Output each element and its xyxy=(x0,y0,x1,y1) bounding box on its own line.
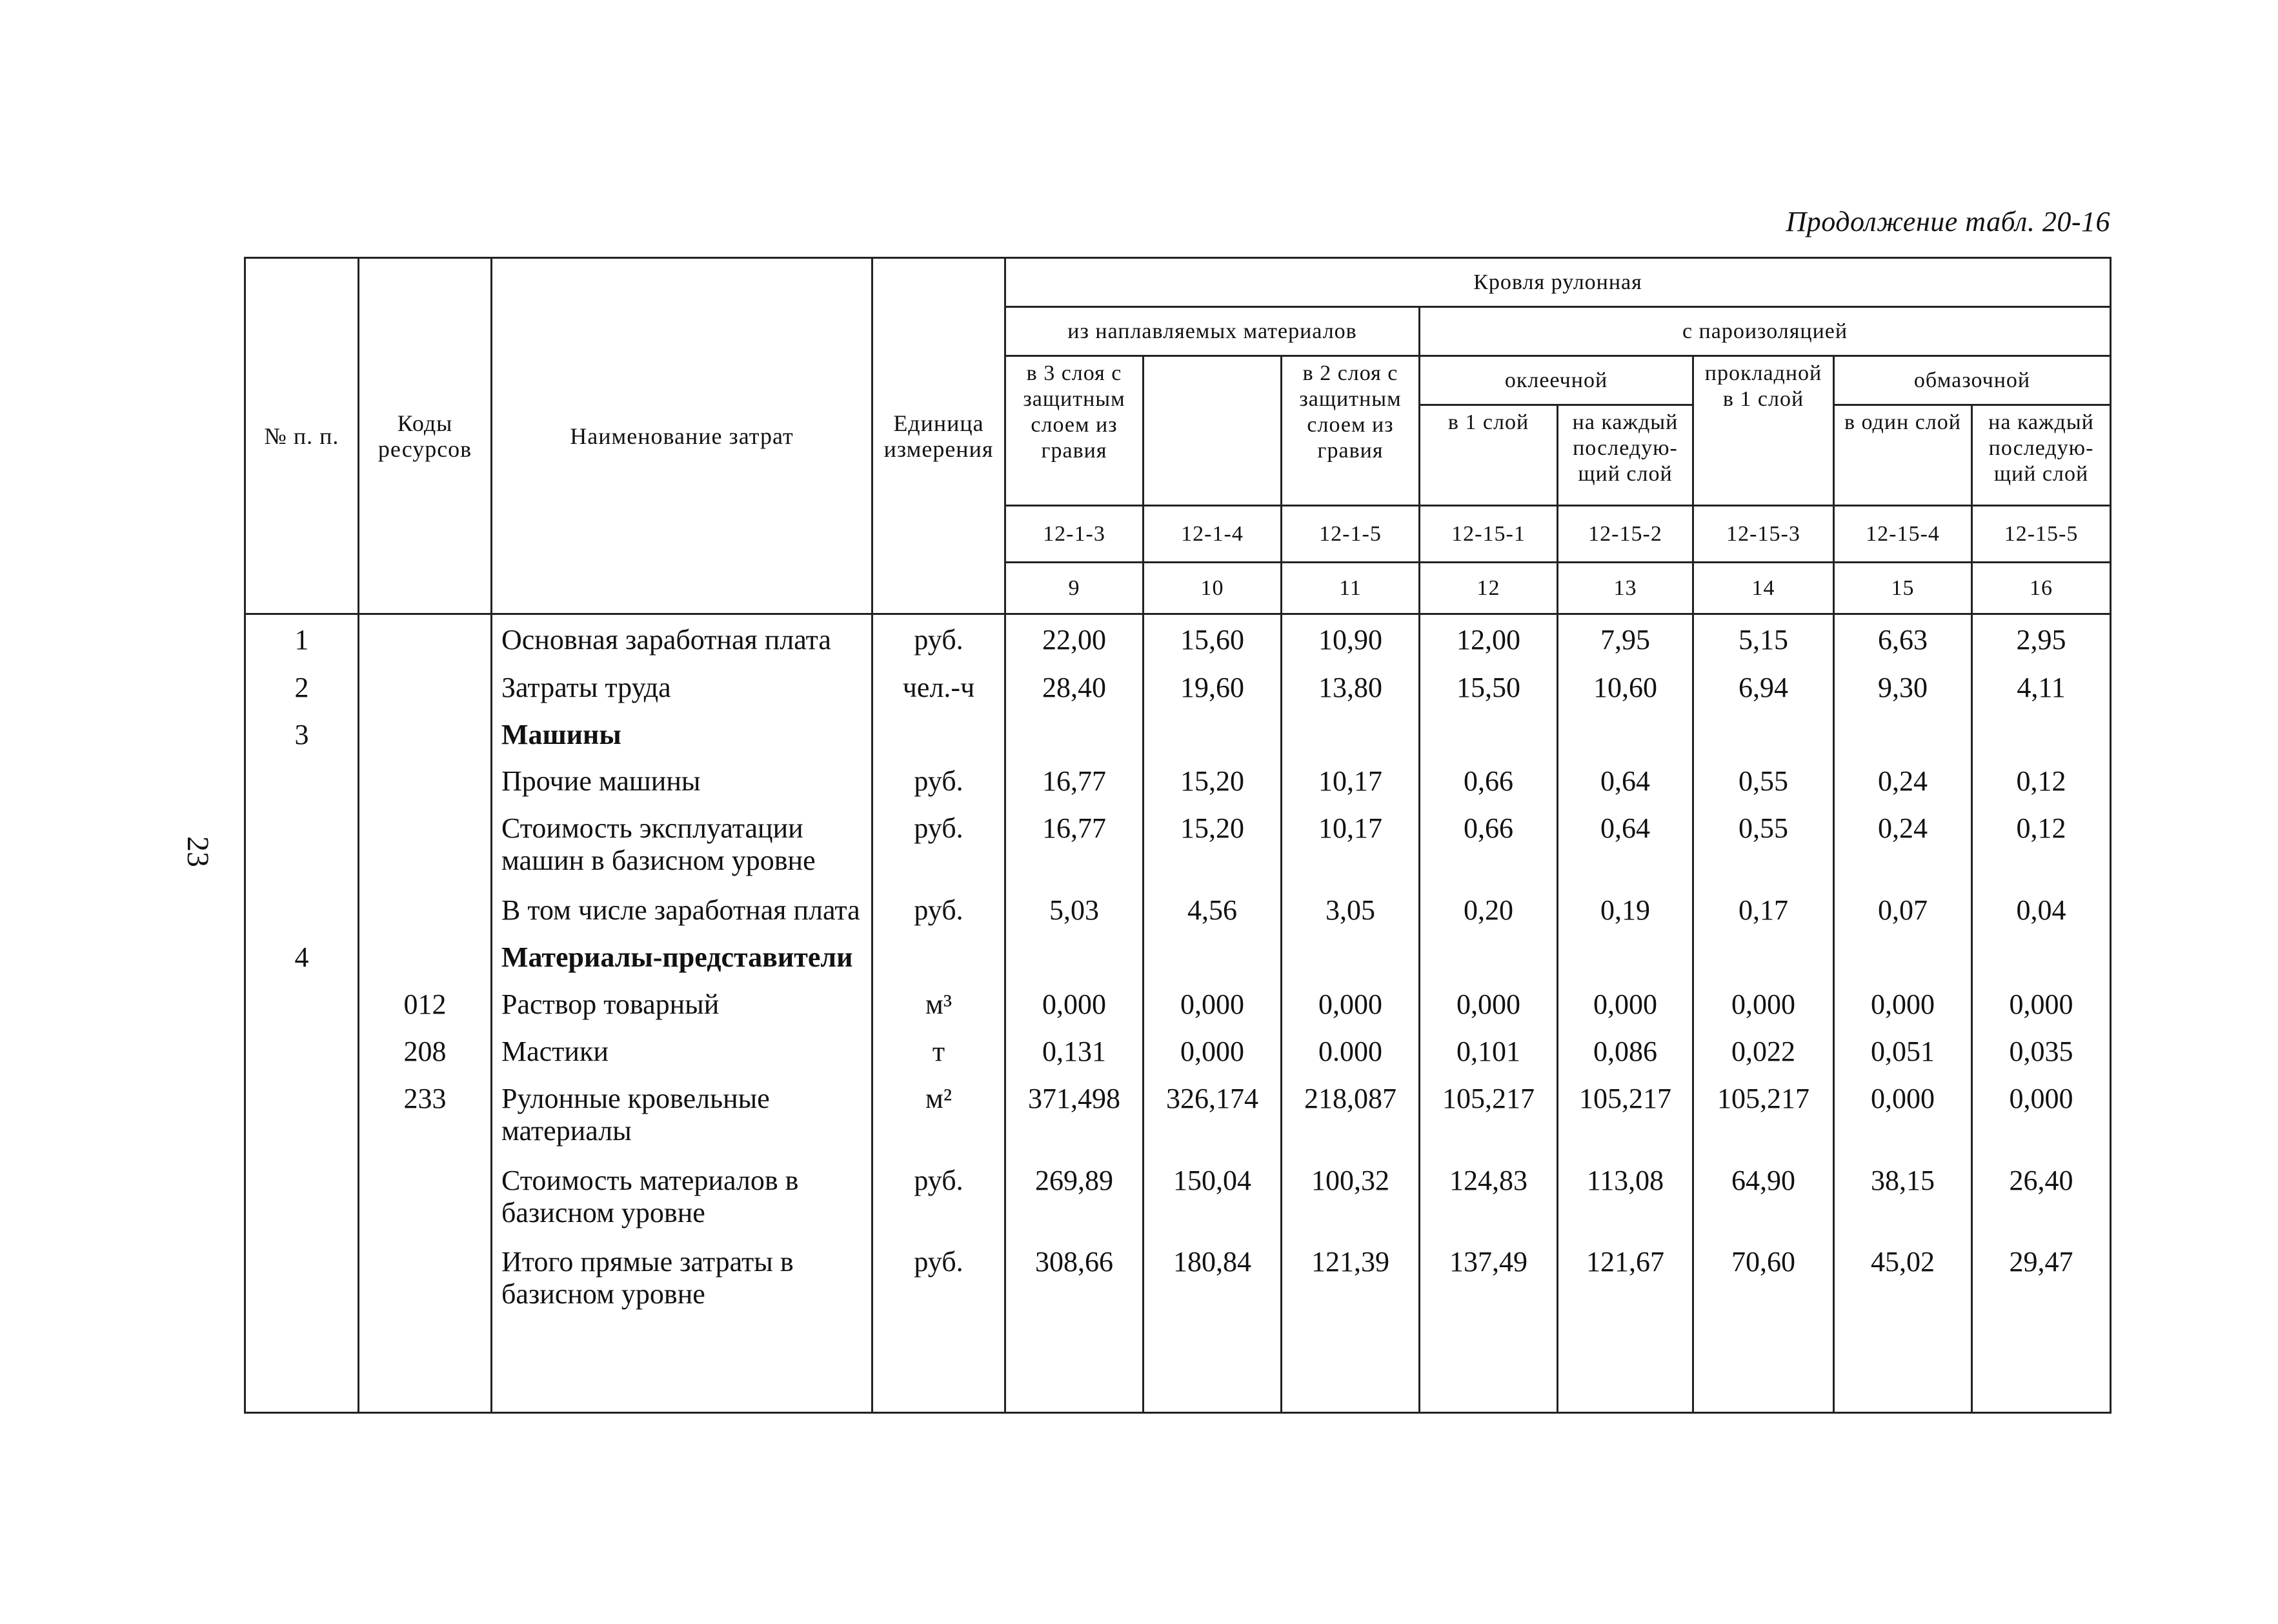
cost-name: Прочие машины xyxy=(492,760,872,807)
value-cell: 15,20 xyxy=(1144,807,1282,889)
unit xyxy=(872,714,1005,761)
table-continuation-caption: Продолжение табл. 20-16 xyxy=(1786,206,2110,237)
value-cell xyxy=(1282,936,1420,983)
resource-code: 012 xyxy=(359,983,492,1030)
header-sub-kazhdyi-1: на каждый последую-щий слой xyxy=(1558,405,1693,506)
value-cell: 0,66 xyxy=(1420,760,1558,807)
value-cell: 124,83 xyxy=(1420,1159,1558,1241)
value-cell: 0,55 xyxy=(1693,760,1834,807)
header-group-naplav: из наплавляемых материалов xyxy=(1005,307,1420,356)
row-number xyxy=(245,760,359,807)
header-sub-okleech: оклеечной xyxy=(1420,356,1693,405)
empty-cell xyxy=(1834,1323,1972,1413)
header-col-unit: Единица измерения xyxy=(872,258,1005,614)
header-code: 12-15-2 xyxy=(1558,506,1693,563)
value-cell xyxy=(1558,936,1693,983)
header-col-number: 9 xyxy=(1005,563,1144,614)
value-cell: 0,131 xyxy=(1005,1030,1144,1078)
value-cell: 13,80 xyxy=(1282,667,1420,714)
value-cell xyxy=(1420,936,1558,983)
resource-code xyxy=(359,714,492,761)
value-cell xyxy=(1558,714,1693,761)
header-code: 12-1-5 xyxy=(1282,506,1420,563)
unit: руб. xyxy=(872,807,1005,889)
value-cell: 0,000 xyxy=(1144,983,1282,1030)
unit: руб. xyxy=(872,1159,1005,1241)
resource-code xyxy=(359,807,492,889)
header-code: 12-15-4 xyxy=(1834,506,1972,563)
value-cell: 0,12 xyxy=(1972,807,2111,889)
empty-cell xyxy=(1420,1323,1558,1413)
row-number: 2 xyxy=(245,667,359,714)
value-cell: 3,05 xyxy=(1282,889,1420,936)
header-col-number: 10 xyxy=(1144,563,1282,614)
table-body xyxy=(245,614,2111,1413)
resource-code xyxy=(359,1159,492,1241)
cost-name: Затраты труда xyxy=(492,667,872,714)
value-cell: 105,217 xyxy=(1693,1078,1834,1159)
value-cell: 0,000 xyxy=(1972,983,2111,1030)
value-cell: 121,39 xyxy=(1282,1241,1420,1323)
header-col-no: № п. п. xyxy=(245,258,359,614)
header-code: 12-1-3 xyxy=(1005,506,1144,563)
page-number: 23 xyxy=(181,836,215,867)
cost-name: Основная заработная плата xyxy=(492,614,872,667)
value-cell: 28,40 xyxy=(1005,667,1144,714)
value-cell: 0,24 xyxy=(1834,760,1972,807)
value-cell: 5,03 xyxy=(1005,889,1144,936)
cost-name: Машины xyxy=(492,714,872,761)
header-sub-kazhdyi-2: на каждый последую-щий слой xyxy=(1972,405,2111,506)
value-cell: 0,051 xyxy=(1834,1030,1972,1078)
resource-code: 233 xyxy=(359,1078,492,1159)
unit: руб. xyxy=(872,889,1005,936)
header-sub-2sloya: в 2 слоя с защитным слоем из гравия xyxy=(1282,356,1420,506)
value-cell: 4,56 xyxy=(1144,889,1282,936)
row-number xyxy=(245,1241,359,1323)
table-row xyxy=(245,760,2111,807)
empty-cell xyxy=(872,1323,1005,1413)
value-cell: 0,19 xyxy=(1558,889,1693,936)
value-cell: 5,15 xyxy=(1693,614,1834,667)
header-group-paroiz: с пароизоляцией xyxy=(1420,307,2111,356)
value-cell: 12,00 xyxy=(1420,614,1558,667)
value-cell: 64,90 xyxy=(1693,1159,1834,1241)
value-cell: 0,66 xyxy=(1420,807,1558,889)
resource-code xyxy=(359,889,492,936)
header-code: 12-15-3 xyxy=(1693,506,1834,563)
table-filler-row xyxy=(245,1323,2111,1413)
header-group-krovlya: Кровля рулонная xyxy=(1005,258,2111,307)
header-sub-blank xyxy=(1144,356,1282,506)
row-number xyxy=(245,807,359,889)
row-number xyxy=(245,1030,359,1078)
value-cell: 0,000 xyxy=(1282,983,1420,1030)
unit: руб. xyxy=(872,760,1005,807)
header-col-number: 16 xyxy=(1972,563,2111,614)
value-cell: 6,63 xyxy=(1834,614,1972,667)
table-row xyxy=(245,983,2111,1030)
header-col-number: 15 xyxy=(1834,563,1972,614)
value-cell xyxy=(1144,936,1282,983)
value-cell: 0,64 xyxy=(1558,760,1693,807)
value-cell: 105,217 xyxy=(1420,1078,1558,1159)
header-col-number: 13 xyxy=(1558,563,1693,614)
value-cell: 2,95 xyxy=(1972,614,2111,667)
value-cell: 15,20 xyxy=(1144,760,1282,807)
value-cell: 0,20 xyxy=(1420,889,1558,936)
resource-code xyxy=(359,1241,492,1323)
header-sub-prokl: прокладной в 1 слой xyxy=(1693,356,1834,506)
value-cell: 15,60 xyxy=(1144,614,1282,667)
value-cell: 0,000 xyxy=(1558,983,1693,1030)
resource-code xyxy=(359,760,492,807)
value-cell: 45,02 xyxy=(1834,1241,1972,1323)
value-cell: 105,217 xyxy=(1558,1078,1693,1159)
value-cell: 15,50 xyxy=(1420,667,1558,714)
header-code: 12-15-5 xyxy=(1972,506,2111,563)
value-cell: 113,08 xyxy=(1558,1159,1693,1241)
row-number xyxy=(245,1159,359,1241)
empty-cell xyxy=(359,1323,492,1413)
empty-cell xyxy=(1972,1323,2111,1413)
value-cell: 0,000 xyxy=(1972,1078,2111,1159)
value-cell xyxy=(1693,714,1834,761)
unit: чел.-ч xyxy=(872,667,1005,714)
cost-name: Стоимость материалов в базисном уровне xyxy=(492,1159,872,1241)
row-number: 3 xyxy=(245,714,359,761)
header-col-number: 11 xyxy=(1282,563,1420,614)
value-cell: 218,087 xyxy=(1282,1078,1420,1159)
value-cell: 326,174 xyxy=(1144,1078,1282,1159)
unit: т xyxy=(872,1030,1005,1078)
value-cell: 10,90 xyxy=(1282,614,1420,667)
value-cell xyxy=(1282,714,1420,761)
row-number: 1 xyxy=(245,614,359,667)
value-cell: 150,04 xyxy=(1144,1159,1282,1241)
table-row xyxy=(245,1078,2111,1159)
value-cell: 10,17 xyxy=(1282,807,1420,889)
unit: руб. xyxy=(872,1241,1005,1323)
value-cell: 0,12 xyxy=(1972,760,2111,807)
header-sub-1sloy: в 1 слой xyxy=(1420,405,1558,506)
empty-cell xyxy=(1558,1323,1693,1413)
value-cell: 308,66 xyxy=(1005,1241,1144,1323)
value-cell: 0,000 xyxy=(1693,983,1834,1030)
value-cell: 10,60 xyxy=(1558,667,1693,714)
header-col-number: 14 xyxy=(1693,563,1834,614)
unit: м² xyxy=(872,1078,1005,1159)
value-cell: 0,07 xyxy=(1834,889,1972,936)
value-cell xyxy=(1693,936,1834,983)
value-cell: 16,77 xyxy=(1005,807,1144,889)
value-cell: 29,47 xyxy=(1972,1241,2111,1323)
resource-code xyxy=(359,936,492,983)
value-cell xyxy=(1144,714,1282,761)
value-cell xyxy=(1005,936,1144,983)
header-col-number: 12 xyxy=(1420,563,1558,614)
unit: м³ xyxy=(872,983,1005,1030)
value-cell: 0,101 xyxy=(1420,1030,1558,1078)
value-cell xyxy=(1972,936,2111,983)
value-cell xyxy=(1005,714,1144,761)
table-row xyxy=(245,614,2111,667)
row-number: 4 xyxy=(245,936,359,983)
value-cell xyxy=(1834,936,1972,983)
value-cell: 10,17 xyxy=(1282,760,1420,807)
value-cell: 22,00 xyxy=(1005,614,1144,667)
empty-cell xyxy=(1144,1323,1282,1413)
value-cell: 0,022 xyxy=(1693,1030,1834,1078)
value-cell: 0,17 xyxy=(1693,889,1834,936)
table-row xyxy=(245,889,2111,936)
value-cell: 269,89 xyxy=(1005,1159,1144,1241)
value-cell: 6,94 xyxy=(1693,667,1834,714)
value-cell: 0,64 xyxy=(1558,807,1693,889)
table-row xyxy=(245,667,2111,714)
value-cell: 0,000 xyxy=(1834,1078,1972,1159)
unit: руб. xyxy=(872,614,1005,667)
value-cell: 100,32 xyxy=(1282,1159,1420,1241)
header-col-name: Наименование затрат xyxy=(492,258,872,614)
row-number xyxy=(245,1078,359,1159)
table-row xyxy=(245,1159,2111,1241)
value-cell: 9,30 xyxy=(1834,667,1972,714)
value-cell xyxy=(1834,714,1972,761)
value-cell: 0,000 xyxy=(1005,983,1144,1030)
empty-cell xyxy=(1282,1323,1420,1413)
value-cell: 16,77 xyxy=(1005,760,1144,807)
table-row xyxy=(245,1030,2111,1078)
value-cell: 19,60 xyxy=(1144,667,1282,714)
value-cell: 371,498 xyxy=(1005,1078,1144,1159)
header-sub-odin-sloy: в один слой xyxy=(1834,405,1972,506)
table-row xyxy=(245,714,2111,761)
value-cell: 26,40 xyxy=(1972,1159,2111,1241)
unit xyxy=(872,936,1005,983)
value-cell: 7,95 xyxy=(1558,614,1693,667)
header-sub-3sloya: в 3 слоя с защитным слоем из гравия xyxy=(1005,356,1144,506)
value-cell: 0,000 xyxy=(1144,1030,1282,1078)
header-col-codes: Коды ресурсов xyxy=(359,258,492,614)
value-cell: 0,035 xyxy=(1972,1030,2111,1078)
value-cell: 0,55 xyxy=(1693,807,1834,889)
cost-name: Мастики xyxy=(492,1030,872,1078)
value-cell: 0.000 xyxy=(1282,1030,1420,1078)
value-cell: 0,000 xyxy=(1420,983,1558,1030)
value-cell: 0,000 xyxy=(1834,983,1972,1030)
cost-name: Итого прямые затраты в базисном уровне xyxy=(492,1241,872,1323)
empty-cell xyxy=(492,1323,872,1413)
header-code: 12-1-4 xyxy=(1144,506,1282,563)
header-sub-obmaz: обмазочной xyxy=(1834,356,2111,405)
value-cell: 180,84 xyxy=(1144,1241,1282,1323)
value-cell: 70,60 xyxy=(1693,1241,1834,1323)
value-cell: 0,24 xyxy=(1834,807,1972,889)
resource-code xyxy=(359,667,492,714)
empty-cell xyxy=(245,1323,359,1413)
cost-table xyxy=(244,257,2112,1414)
cost-name: Раствор товарный xyxy=(492,983,872,1030)
value-cell: 137,49 xyxy=(1420,1241,1558,1323)
row-number xyxy=(245,889,359,936)
empty-cell xyxy=(1005,1323,1144,1413)
header-code: 12-15-1 xyxy=(1420,506,1558,563)
value-cell xyxy=(1420,714,1558,761)
cost-name: В том числе заработная плата xyxy=(492,889,872,936)
value-cell: 0,04 xyxy=(1972,889,2111,936)
value-cell: 121,67 xyxy=(1558,1241,1693,1323)
resource-code xyxy=(359,614,492,667)
resource-code: 208 xyxy=(359,1030,492,1078)
table-row xyxy=(245,1241,2111,1323)
value-cell: 38,15 xyxy=(1834,1159,1972,1241)
cost-name: Рулонные кровельные материалы xyxy=(492,1078,872,1159)
value-cell: 0,086 xyxy=(1558,1030,1693,1078)
value-cell: 4,11 xyxy=(1972,667,2111,714)
table-row xyxy=(245,807,2111,889)
cost-name: Материалы-представители xyxy=(492,936,872,983)
cost-name: Стоимость эксплуатации машин в базисном уровне xyxy=(492,807,872,889)
empty-cell xyxy=(1693,1323,1834,1413)
table-row xyxy=(245,936,2111,983)
row-number xyxy=(245,983,359,1030)
value-cell xyxy=(1972,714,2111,761)
